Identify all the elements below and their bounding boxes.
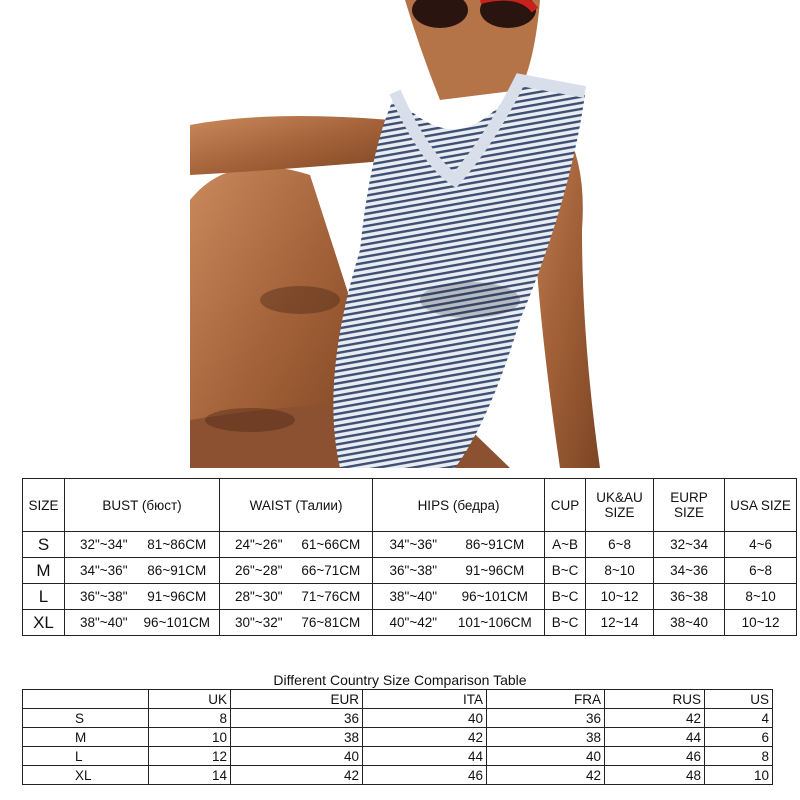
hips-inches: 36"~38" — [373, 558, 450, 584]
ita-cell: 46 — [363, 766, 487, 785]
size-cell: M — [23, 558, 65, 584]
uk-cell: 14 — [149, 766, 231, 785]
comparison-header-row — [23, 690, 773, 709]
fra-cell: 36 — [487, 709, 605, 728]
waist-inches: 30"~32" — [220, 610, 294, 636]
cup-cell: B~C — [545, 584, 586, 610]
ukau-cell: 10~12 — [586, 584, 654, 610]
header-eur: EUR — [231, 690, 363, 709]
cup-cell: B~C — [545, 558, 586, 584]
size-cell: S — [23, 532, 65, 558]
cup-cell: B~C — [545, 610, 586, 636]
header-fra: FRA — [487, 690, 605, 709]
bust-inches: 36"~38" — [65, 584, 139, 610]
ita-cell: 44 — [363, 747, 487, 766]
header-waist: WAIST (Талии) — [220, 479, 373, 532]
table-row — [23, 584, 797, 610]
header-eurp: EURP SIZE — [654, 479, 725, 532]
usa-cell: 4~6 — [725, 532, 797, 558]
bust-inches: 38"~40" — [65, 610, 139, 636]
eur-cell: 38 — [231, 728, 363, 747]
table-row — [23, 709, 773, 728]
table-row — [23, 610, 797, 636]
bust-cm: 81~86CM — [139, 532, 220, 558]
bust-cm: 91~96CM — [139, 584, 220, 610]
header-size: SIZE — [23, 479, 65, 532]
bust-inches: 34"~36" — [65, 558, 139, 584]
header-uk: UK — [149, 690, 231, 709]
comparison-table-title: Different Country Size Comparison Table — [273, 672, 527, 688]
table-row — [23, 728, 773, 747]
header-us: US — [705, 690, 773, 709]
comparison-table — [22, 689, 773, 785]
size-cell: XL — [23, 610, 65, 636]
waist-cm: 76~81CM — [294, 610, 373, 636]
table-row — [23, 558, 797, 584]
hips-inches: 34"~36" — [373, 532, 450, 558]
row-label: XL — [23, 766, 149, 785]
header-hips: HIPS (бедра) — [373, 479, 545, 532]
ita-cell: 40 — [363, 709, 487, 728]
waist-cm: 61~66CM — [294, 532, 373, 558]
eur-cell: 40 — [231, 747, 363, 766]
hips-cm: 101~106CM — [450, 610, 545, 636]
bust-cm: 96~101CM — [139, 610, 220, 636]
fra-cell: 40 — [487, 747, 605, 766]
ita-cell: 42 — [363, 728, 487, 747]
uk-cell: 8 — [149, 709, 231, 728]
usa-cell: 6~8 — [725, 558, 797, 584]
eurp-cell: 36~38 — [654, 584, 725, 610]
hips-cm: 91~96CM — [450, 558, 545, 584]
size-chart-table — [22, 478, 797, 636]
us-cell: 10 — [705, 766, 773, 785]
size-chart-header-row — [23, 479, 797, 532]
rus-cell: 46 — [605, 747, 705, 766]
header-blank — [23, 690, 149, 709]
rus-cell: 44 — [605, 728, 705, 747]
table-row — [23, 532, 797, 558]
header-ukau: UK&AU SIZE — [586, 479, 654, 532]
eurp-cell: 32~34 — [654, 532, 725, 558]
usa-cell: 8~10 — [725, 584, 797, 610]
us-cell: 8 — [705, 747, 773, 766]
bust-cm: 86~91CM — [139, 558, 220, 584]
row-label: L — [23, 747, 149, 766]
hips-inches: 40"~42" — [373, 610, 450, 636]
waist-inches: 26"~28" — [220, 558, 294, 584]
cup-cell: A~B — [545, 532, 586, 558]
header-rus: RUS — [605, 690, 705, 709]
hips-cm: 86~91CM — [450, 532, 545, 558]
table-row — [23, 766, 773, 785]
uk-cell: 10 — [149, 728, 231, 747]
row-label: M — [23, 728, 149, 747]
table-row — [23, 747, 773, 766]
fra-cell: 42 — [487, 766, 605, 785]
eur-cell: 36 — [231, 709, 363, 728]
ukau-cell: 6~8 — [586, 532, 654, 558]
eurp-cell: 34~36 — [654, 558, 725, 584]
eur-cell: 42 — [231, 766, 363, 785]
us-cell: 4 — [705, 709, 773, 728]
rus-cell: 48 — [605, 766, 705, 785]
header-cup: CUP — [545, 479, 586, 532]
bust-inches: 32"~34" — [65, 532, 139, 558]
waist-cm: 71~76CM — [294, 584, 373, 610]
usa-cell: 10~12 — [725, 610, 797, 636]
header-ita: ITA — [363, 690, 487, 709]
header-bust: BUST (бюст) — [65, 479, 220, 532]
eurp-cell: 38~40 — [654, 610, 725, 636]
waist-cm: 66~71CM — [294, 558, 373, 584]
ukau-cell: 12~14 — [586, 610, 654, 636]
fra-cell: 38 — [487, 728, 605, 747]
size-cell: L — [23, 584, 65, 610]
product-photo — [190, 0, 610, 468]
ukau-cell: 8~10 — [586, 558, 654, 584]
hips-inches: 38"~40" — [373, 584, 450, 610]
row-label: S — [23, 709, 149, 728]
waist-inches: 24"~26" — [220, 532, 294, 558]
us-cell: 6 — [705, 728, 773, 747]
rus-cell: 42 — [605, 709, 705, 728]
uk-cell: 12 — [149, 747, 231, 766]
header-usa: USA SIZE — [725, 479, 797, 532]
waist-inches: 28"~30" — [220, 584, 294, 610]
hips-cm: 96~101CM — [450, 584, 545, 610]
